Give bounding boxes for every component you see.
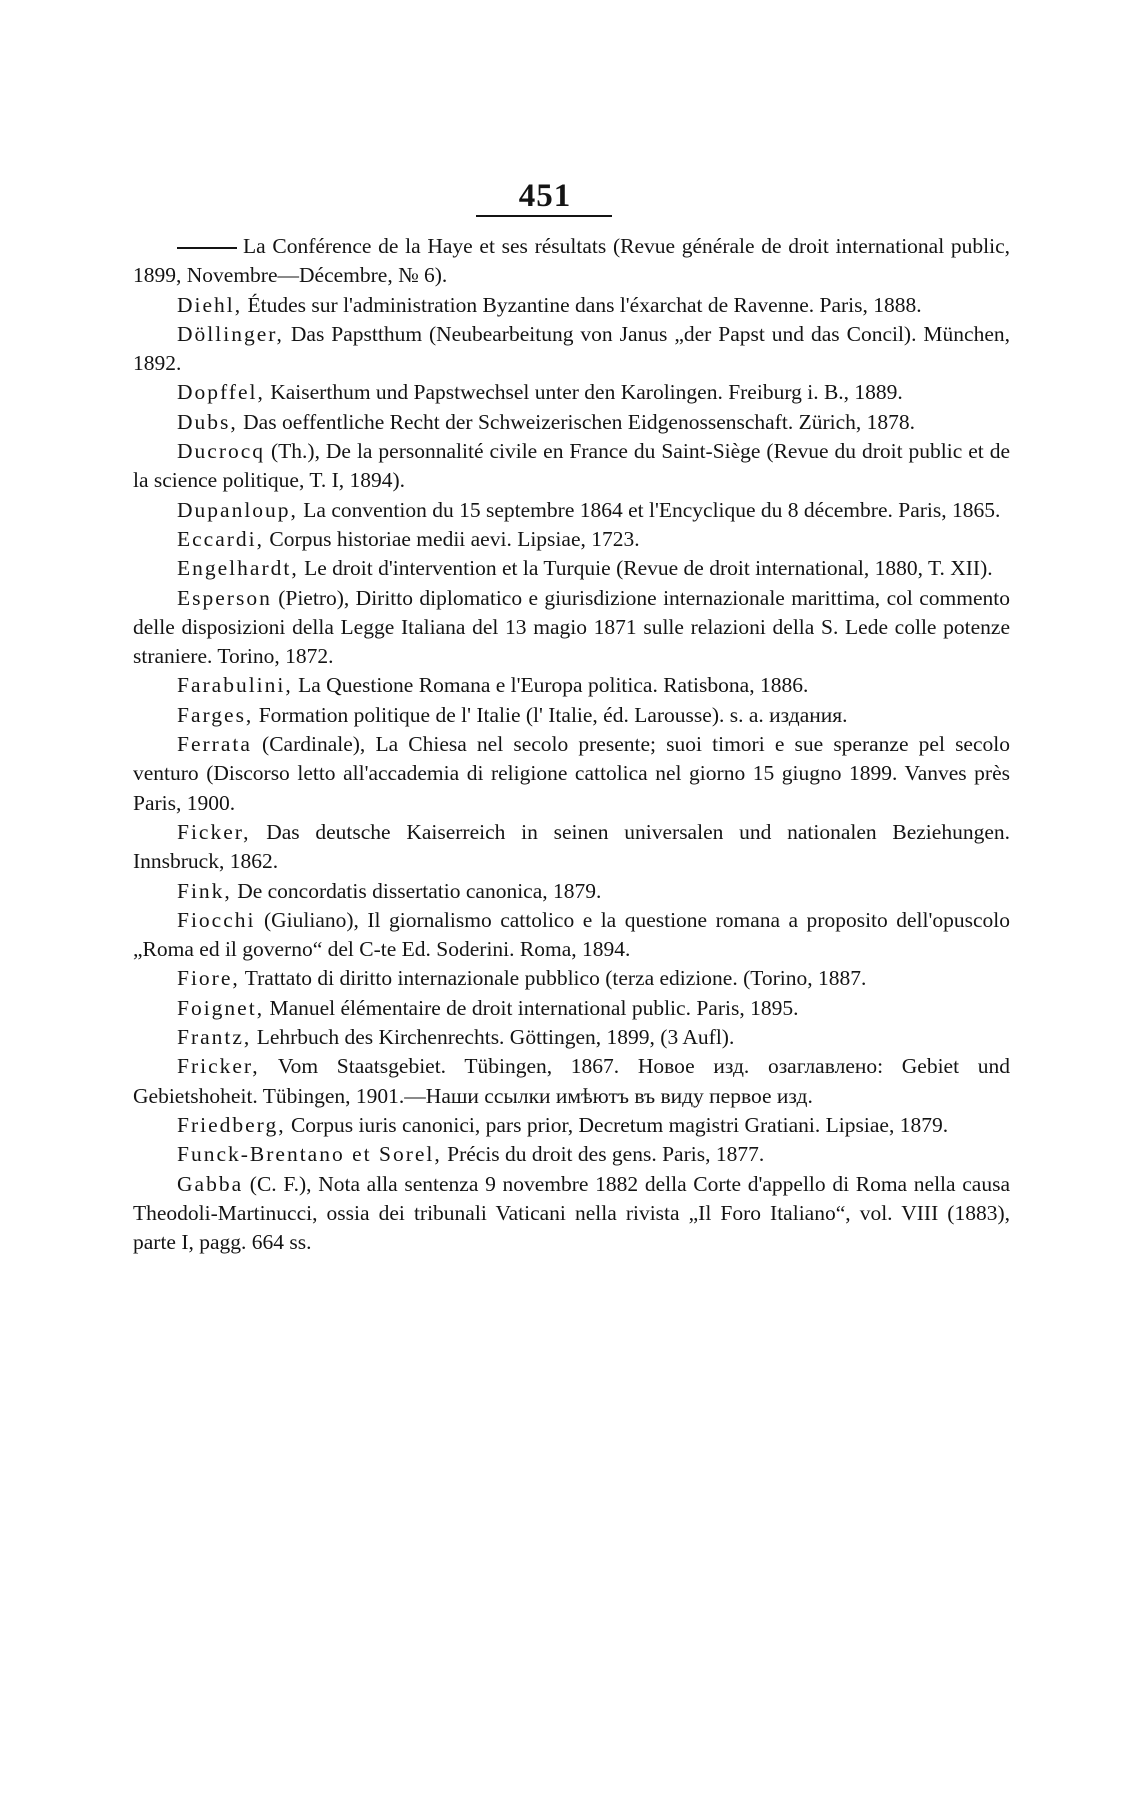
bibliography-entry [133, 877, 1010, 906]
entry-author: Döllinger, [177, 321, 284, 346]
bibliography-entry [133, 525, 1010, 554]
entry-text: La Conférence de la Haye et ses résultats (Revue générale de droit international public, 1899, Novembre—Décembre, № 6). [133, 234, 1010, 288]
entry-text: (C. F.), Nota alla sentenza 9 novembre 1882 della Corte d'appello di Roma nella causa Theodoli-Martinucci, ossia dei tribunali Vaticani nella rivista „Il Foro Italiano“, vol. VIII (1883), parte I, pagg. 664 ss. [133, 1171, 1010, 1255]
bibliography-entry [133, 906, 1010, 965]
entry-text: De concordatis dissertatio canonica, 1879. [231, 878, 602, 903]
entry-text: Le droit d'intervention et la Turquie (Revue de droit international, 1880, T. XII). [298, 556, 993, 581]
entry-author: Dubs, [177, 409, 238, 434]
bibliography-entry [133, 994, 1010, 1023]
entry-text: Vom Staatsgebiet. Tübingen, 1867. Новое изд. озаглавлено: Gebiet und Gebietshoheit. Tübingen, 1901.—Наши ссылки имѣютъ въ виду первое изд. [133, 1054, 1010, 1108]
bibliography-entry [133, 1170, 1010, 1258]
bibliography-entry [133, 730, 1010, 818]
bibliography-list [133, 232, 1010, 1257]
bibliography-entry [133, 291, 1010, 320]
bibliography-entry [133, 496, 1010, 525]
entry-author: Fricker, [177, 1054, 260, 1079]
entry-author: Dopffel, [177, 380, 265, 405]
entry-text: Corpus iuris canonici, pars prior, Decretum magistri Gratiani. Lipsiae, 1879. [285, 1112, 949, 1137]
entry-author: Ducrocq [177, 439, 266, 464]
entry-author: Foignet, [177, 995, 265, 1020]
entry-text: Das oeffentliche Recht der Schweizerischen Eidgenossenschaft. Zürich, 1878. [237, 409, 915, 434]
bibliography-entry [133, 701, 1010, 730]
entry-author: Ferrata [177, 732, 252, 757]
bibliography-entry [133, 320, 1010, 379]
bibliography-entry [133, 554, 1010, 583]
entry-author: Engelhardt, [177, 556, 299, 581]
bibliography-entry [133, 671, 1010, 700]
entry-author: Esperson [177, 585, 272, 610]
entry-text: Das Papstthum (Neubearbeitung von Janus „der Papst und das Concil). München, 1892. [133, 321, 1010, 376]
bibliography-entry [133, 1052, 1010, 1111]
bibliography-entry [133, 408, 1010, 437]
entry-author: Frantz, [177, 1025, 252, 1050]
entry-text: Manuel élémentaire de droit international public. Paris, 1895. [264, 995, 799, 1020]
entry-author: Fink, [177, 878, 232, 903]
entry-author: Eccardi, [177, 526, 265, 551]
entry-author: Gabba [177, 1171, 244, 1196]
entry-text: Études sur l'administration Byzantine dans l'éxarchat de Ravenne. Paris, 1888. [242, 292, 922, 317]
bibliography-entry [133, 1140, 1010, 1169]
bibliography-entry [133, 584, 1010, 672]
entry-text: La convention du 15 septembre 1864 et l'Encyclique du 8 décembre. Paris, 1865. [297, 497, 1001, 522]
entry-author: Diehl, [177, 292, 243, 317]
page-number-rule [476, 215, 612, 217]
entry-text: Lehrbuch des Kirchenrechts. Göttingen, 1899, (3 Aufl). [251, 1025, 735, 1050]
entry-text: (Pietro), Diritto diplomatico e giurisdizione internazionale marittima, col commento delle disposizioni della Legge Italiana del 13 magio 1871 sulle relazioni della S. Lede colle potenze straniere. Torino, 1872. [133, 585, 1010, 669]
bibliography-entry [133, 232, 1010, 291]
entry-author: Funck-Brentano et Sorel, [177, 1142, 442, 1167]
entry-text: Précis du droit des gens. Paris, 1877. [441, 1142, 765, 1167]
entry-author: Farges, [177, 702, 254, 727]
entry-author: Fiore, [177, 966, 240, 991]
entry-author: Dupanloup, [177, 497, 298, 522]
entry-text: Corpus historiae medii aevi. Lipsiae, 1723. [264, 526, 640, 551]
bibliography-entry [133, 1111, 1010, 1140]
entry-author: Farabulini, [177, 673, 293, 698]
ditto-dash [177, 247, 237, 249]
bibliography-entry [133, 437, 1010, 496]
entry-text: (Giuliano), Il giornalismo cattolico e la questione romana a proposito dell'opuscolo „Roma ed il governo“ del C-te Ed. Soderini. Roma, 1894. [133, 907, 1010, 962]
bibliography-entry [133, 378, 1010, 407]
entry-text: Trattato di diritto internazionale pubblico (terza edizione. (Torino, 1887. [239, 966, 867, 991]
entry-author: Friedberg, [177, 1112, 286, 1137]
entry-text: Kaiserthum und Papstwechsel unter den Karolingen. Freiburg i. B., 1889. [264, 380, 903, 405]
entry-text: Das deutsche Kaiserreich in seinen universalen und nationalen Beziehungen. Innsbruck, 1862. [133, 819, 1010, 874]
page-number: 451 [518, 178, 572, 214]
bibliography-entry [133, 964, 1010, 993]
entry-author: Ficker, [177, 819, 251, 844]
entry-text: (Th.), De la personnalité civile en France du Saint-Siège (Revue du droit public et de la science politique, T. I, 1894). [133, 439, 1010, 493]
entry-text: (Cardinale), La Chiesa nel secolo presente; suoi timori e sue speranze pel secolo venturo (Discorso letto all'accademia di religione cattolica nel giorno 15 giugno 1899. Vanves près Paris, 1900. [133, 732, 1010, 815]
entry-author: Fiocchi [177, 907, 256, 932]
bibliography-entry [133, 818, 1010, 877]
entry-text: Formation politique de l' Italie (l' Italie, éd. Larousse). s. a. издания. [253, 702, 848, 727]
entry-text: La Questione Romana e l'Europa politica. Ratisbona, 1886. [292, 673, 809, 698]
bibliography-entry [133, 1023, 1010, 1052]
